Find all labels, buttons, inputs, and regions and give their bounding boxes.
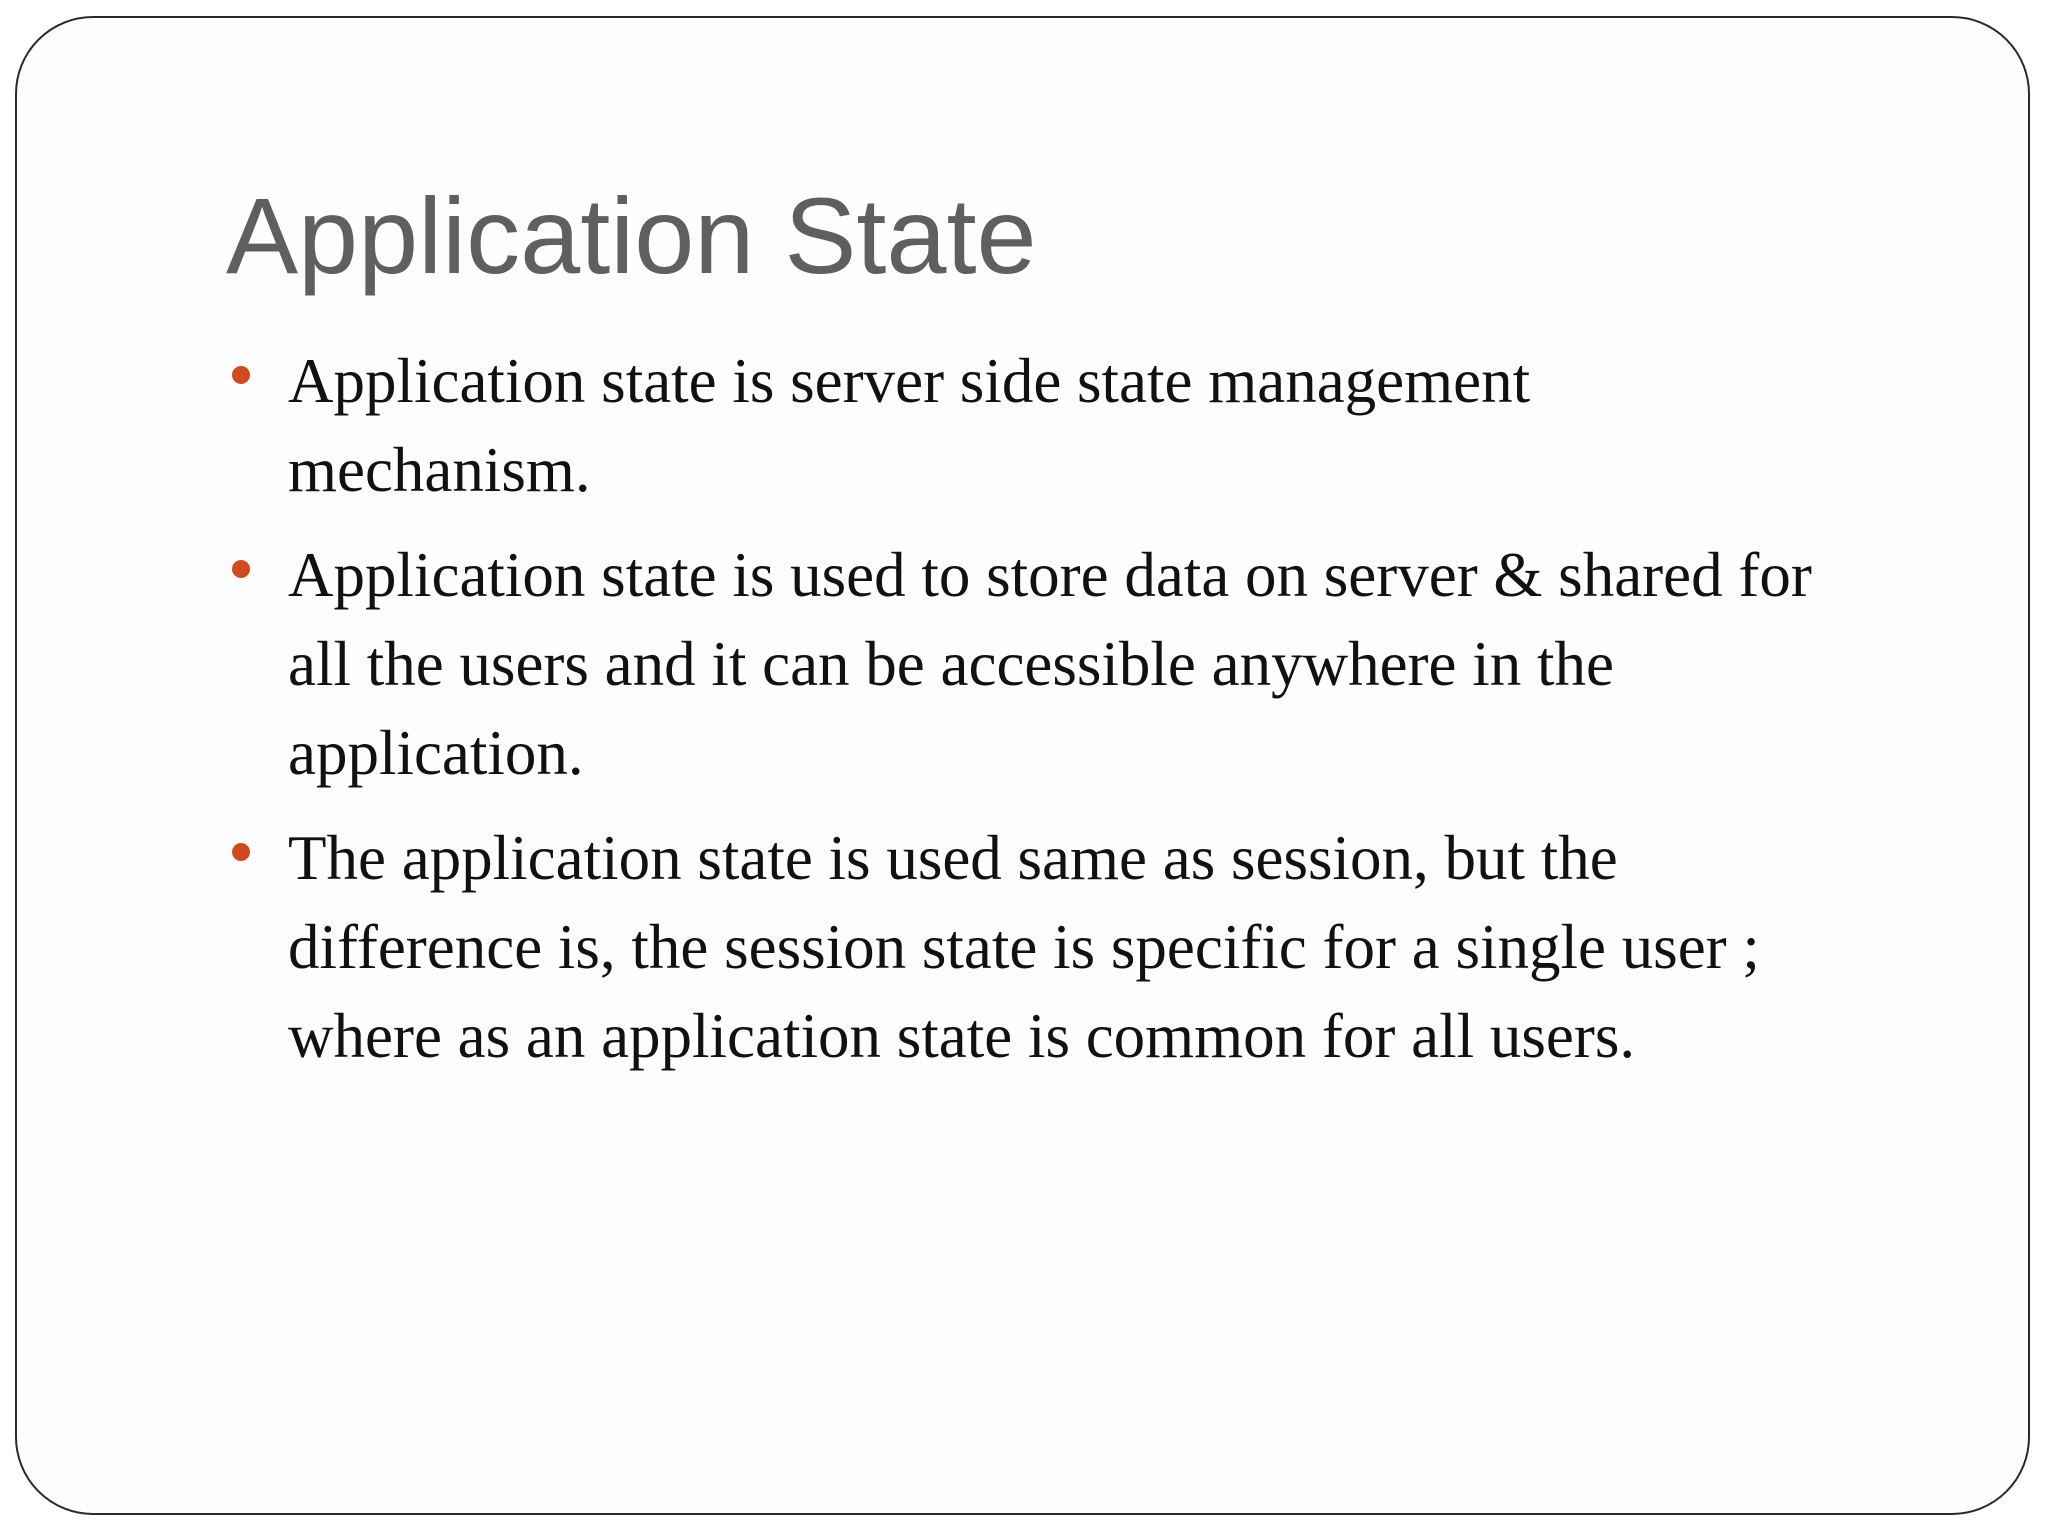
bullet-dot-icon [232,560,250,578]
bullet-line: mechanism. [288,435,591,505]
bullet-item [232,531,1912,798]
bullet-line: difference is, the session state is specific for a single user ; [288,912,1760,982]
bullet-list [232,337,1912,1097]
bullet-line: Application state is used to store data on server & shared for [288,540,1812,610]
bullet-item [232,337,1912,515]
bullet-item [232,814,1912,1081]
bullet-line: Application state is server side state management [288,346,1531,416]
bullet-dot-icon [232,366,250,384]
bullet-line: application. [288,718,584,788]
bullet-line: The application state is used same as session, but the [288,823,1618,893]
bullet-line: all the users and it can be accessible anywhere in the [288,629,1614,699]
bullet-line: where as an application state is common for all users. [288,1001,1636,1071]
bullet-dot-icon [232,843,250,861]
slide-title: Application State [226,175,1037,296]
